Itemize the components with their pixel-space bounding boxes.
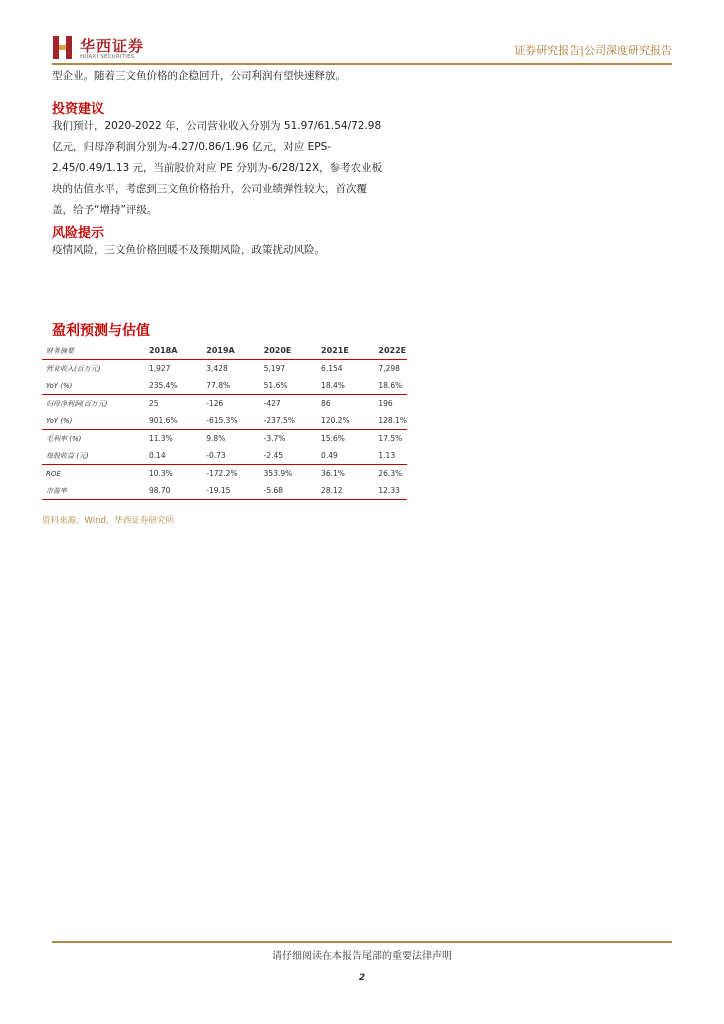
table-row	[42, 465, 407, 483]
table-cell: -126	[202, 395, 259, 413]
table-row	[42, 412, 407, 430]
table-row	[42, 447, 407, 465]
table-cell: 3,428	[206, 364, 228, 373]
table-cell: 120.2%	[321, 416, 350, 425]
table-cell: 12.33	[374, 482, 407, 500]
table-cell: -237.5%	[263, 416, 295, 425]
table-row-label: 市盈率	[42, 482, 145, 500]
table-row	[42, 360, 407, 378]
table-cell: 0.49	[321, 451, 338, 460]
investment-advice-heading: 投资建议	[52, 102, 105, 117]
table-cell: 235.4%	[148, 381, 178, 390]
table-source-note: 资料来源：Wind，华西证券研究所	[42, 516, 174, 526]
table-cell: 18.4%	[321, 381, 345, 390]
intro-paragraph-tail: 型企业。随着三文鱼价格的企稳回升，公司利润有望快速释放。	[52, 70, 346, 82]
table-row-label: 毛利率 (%)	[42, 430, 145, 448]
table-cell: 36.1%	[317, 465, 374, 483]
huaxi-logo	[52, 34, 162, 64]
table-cell: 2018A	[145, 342, 202, 360]
table-cell: -0.73	[206, 451, 226, 460]
table-row-label: 营业收入(百万元)	[46, 364, 101, 373]
table-cell: -5.68	[260, 482, 317, 500]
page-number: 2	[358, 973, 366, 983]
logo-chinese-name: 华西证券	[80, 37, 145, 55]
earnings-forecast-table	[42, 342, 407, 500]
investment-advice-text: 我们预计，2020-2022 年，公司营业收入分别为 51.97/61.54/72.98 亿元，归母净利润分别为-4.27/0.86/1.96 亿元，对应 EPS-2.45/0.49/1.13 元，当前股价对应 PE 分别为-6/28/12X，参考农业板块的估值水平，考虑到三文鱼价格抬升，公司业绩弹性较大，首次覆盖，给予“增持”评级。	[52, 120, 383, 216]
table-cell: 51.6%	[263, 381, 288, 390]
table-cell: 25	[145, 395, 202, 413]
table-cell: 6,154	[321, 364, 343, 373]
table-cell: 128.1%	[378, 416, 407, 425]
table-cell: 17.5%	[374, 430, 407, 448]
table-cell: 15.6%	[317, 430, 374, 448]
footer-divider	[52, 941, 672, 943]
table-cell: 86	[317, 395, 374, 413]
table-cell: 77.8%	[206, 381, 231, 390]
table-cell: 2022E	[374, 342, 407, 360]
table-cell: 2019A	[202, 342, 259, 360]
table-cell: 2020E	[260, 342, 317, 360]
table-cell: 11.3%	[145, 430, 202, 448]
table-cell: 2021E	[317, 342, 374, 360]
table-cell: 98.70	[145, 482, 202, 500]
table-cell: -3.7%	[260, 430, 317, 448]
huaxi-logo-icon	[52, 34, 74, 60]
table-row-label: ROE	[42, 465, 145, 483]
table-cell: 0.14	[148, 451, 166, 460]
table-cell: 353.9%	[260, 465, 317, 483]
table-cell: 7,298	[378, 364, 400, 373]
table-cell: 5,197	[263, 364, 286, 373]
forecast-table-title: 盈利预测与估值	[52, 323, 150, 339]
table-cell: 10.3%	[145, 465, 202, 483]
table-header-row	[42, 342, 407, 360]
table-cell: 28.12	[317, 482, 374, 500]
table-row-label: YoY (%)	[46, 416, 73, 425]
table-row	[42, 395, 407, 413]
table-cell: 196	[374, 395, 407, 413]
table-cell: 1,927	[148, 364, 171, 373]
logo-english-name: HUAXI SECURITIES	[80, 54, 135, 60]
table-cell: -172.2%	[202, 465, 259, 483]
table-row	[42, 430, 407, 448]
table-row	[42, 482, 407, 500]
report-type-breadcrumb: 证券研究报告|公司深度研究报告	[514, 44, 672, 57]
table-cell: 9.8%	[202, 430, 259, 448]
table-cell: 26.3%	[374, 465, 407, 483]
risk-warning-heading: 风险提示	[52, 226, 105, 241]
page-header	[0, 0, 724, 70]
table-cell: -615.3%	[206, 416, 238, 425]
table-cell: 1.13	[378, 451, 396, 460]
risk-warning-text: 疫情风险，三文鱼价格回暖不及预期风险，政策扰动风险。	[52, 244, 325, 256]
table-row	[42, 377, 407, 395]
header-divider	[52, 63, 672, 65]
table-cell: 901.6%	[148, 416, 178, 425]
table-row-label: 每股收益 (元)	[46, 451, 89, 460]
table-row-label: 归母净利润(百万元)	[42, 395, 145, 413]
table-row-label: YoY (%)	[46, 381, 73, 390]
table-cell: -2.45	[263, 451, 284, 460]
table-row-label: 财务摘要	[42, 342, 145, 360]
table-cell: -19.15	[202, 482, 259, 500]
table-cell: -427	[260, 395, 317, 413]
table-cell: 18.6%	[378, 381, 403, 390]
legal-disclaimer-note: 请仔细阅读在本报告尾部的重要法律声明	[272, 951, 452, 962]
